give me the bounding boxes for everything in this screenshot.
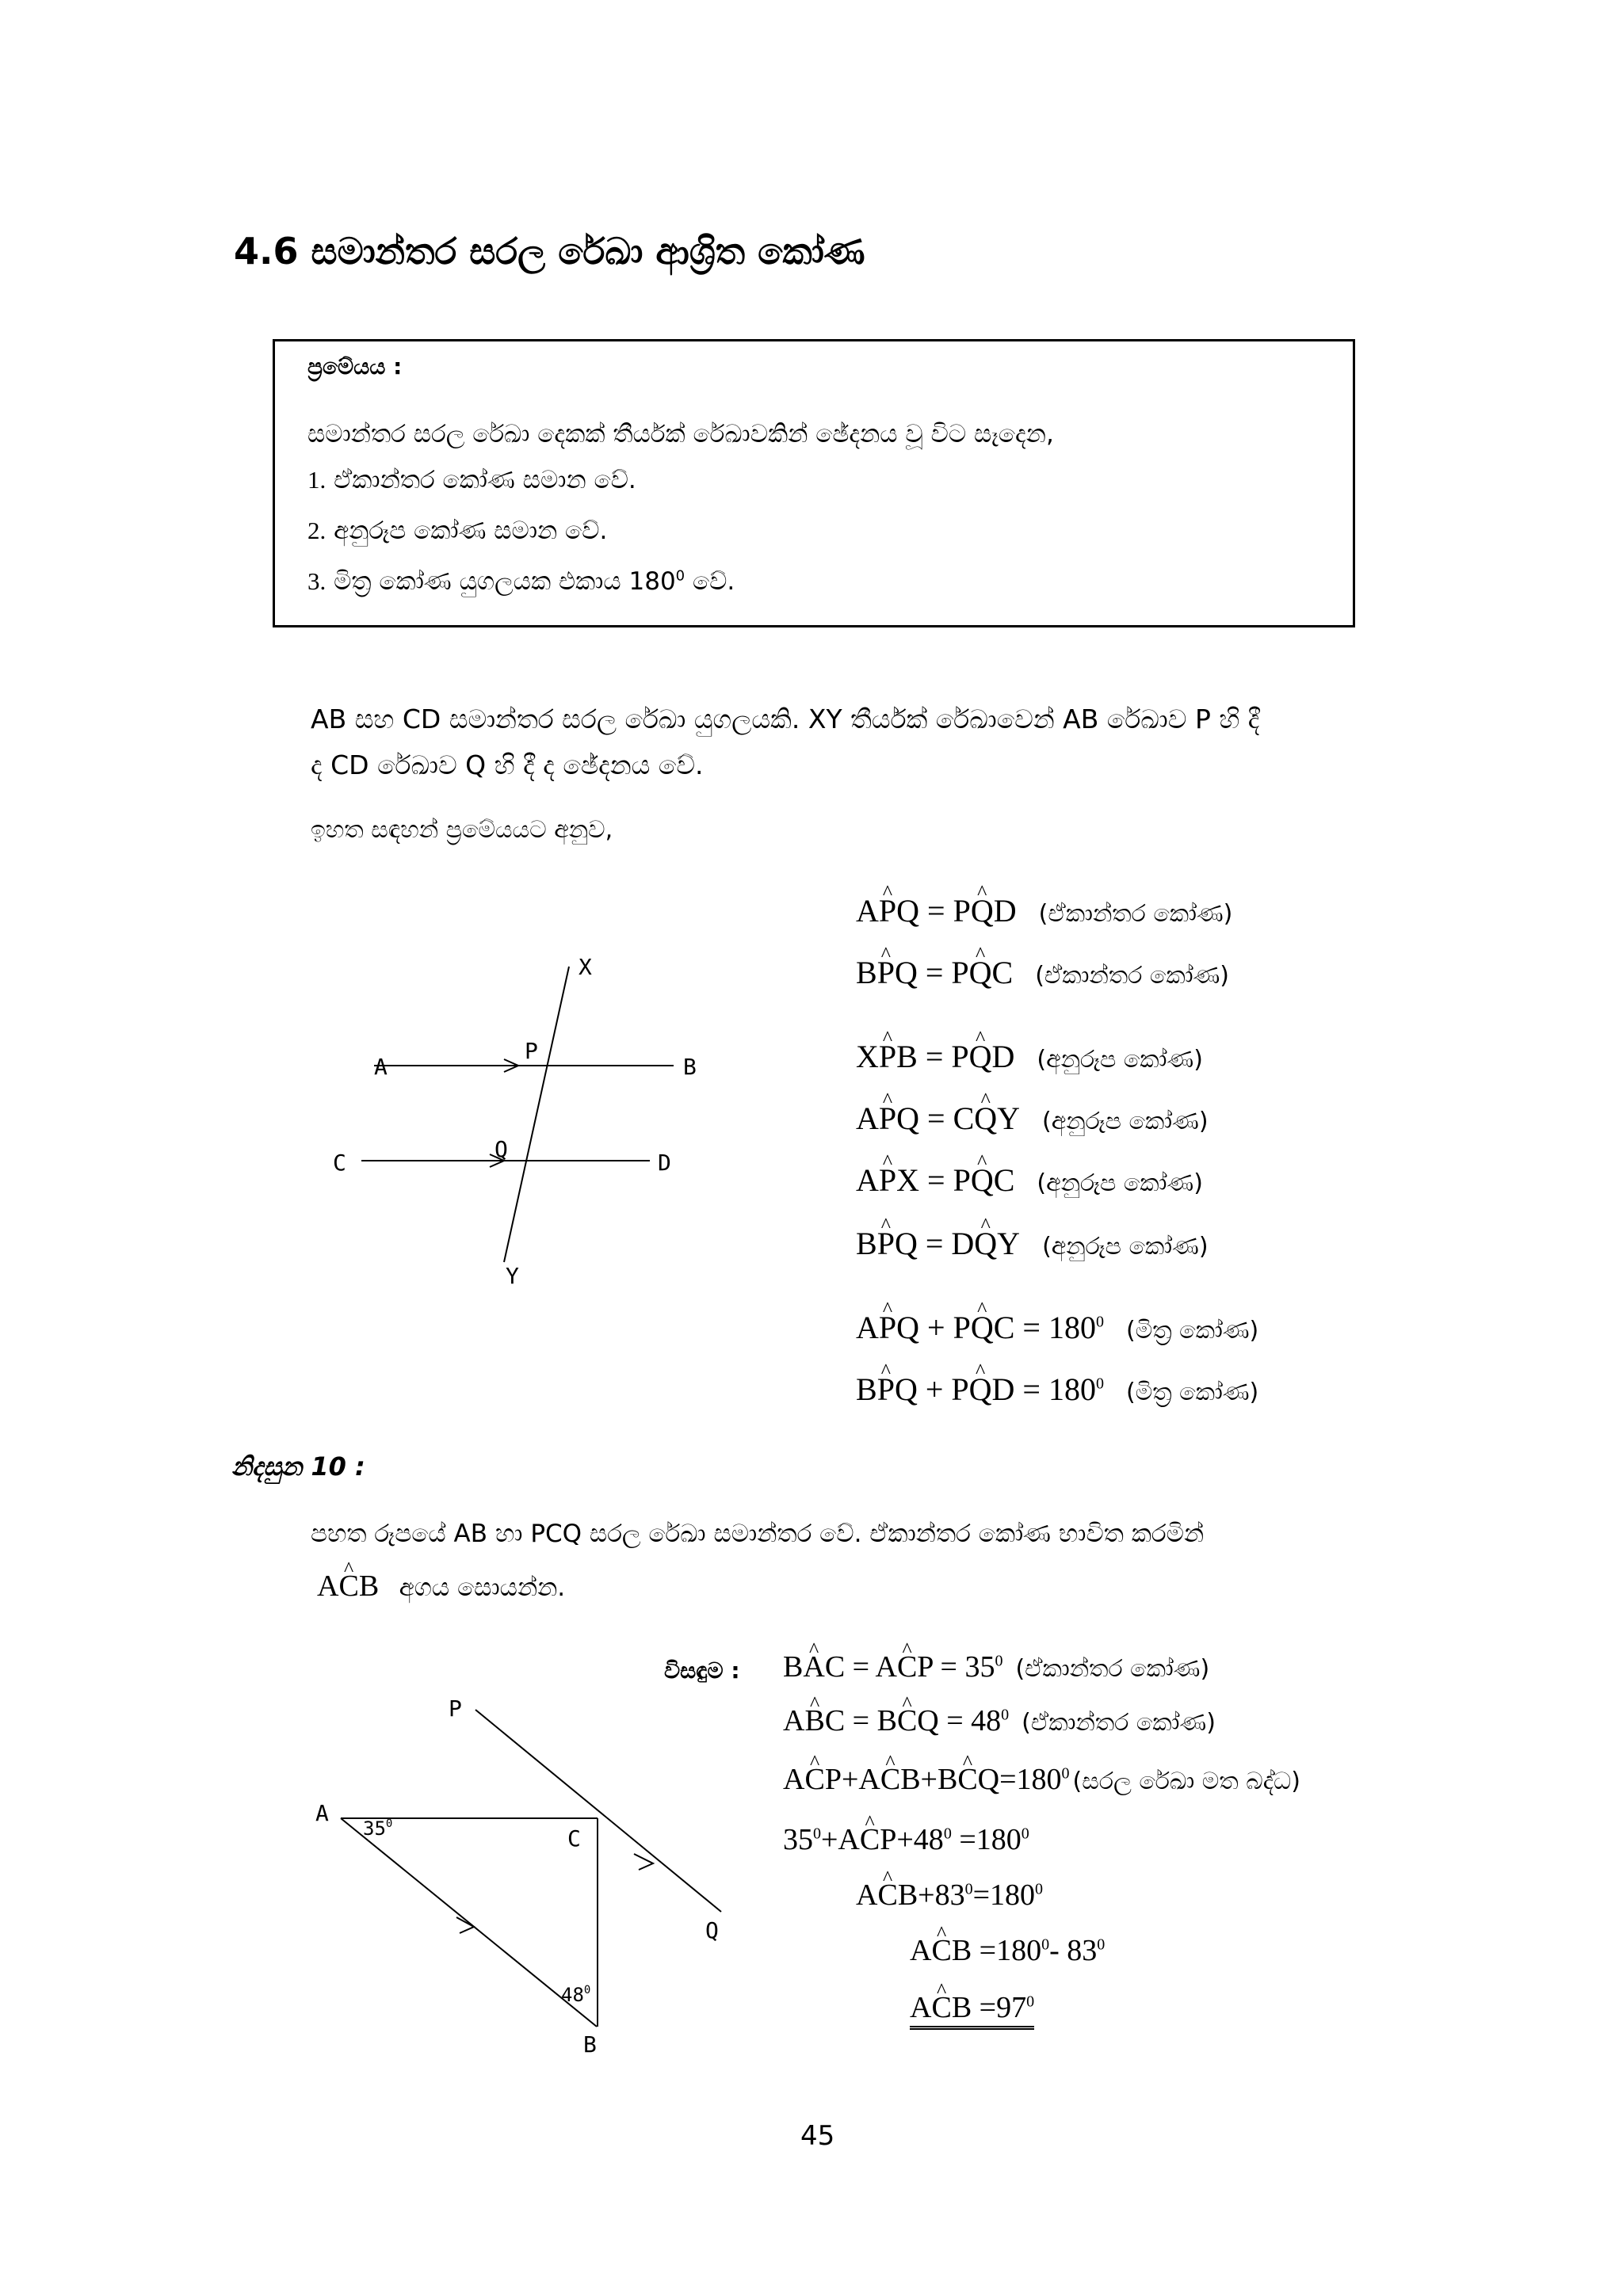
term: Q + P <box>894 1371 969 1407</box>
equation-row <box>856 1225 1209 1262</box>
term: Y <box>997 1226 1021 1261</box>
angle-vertex: P ^ <box>877 1225 895 1262</box>
angle-vertex: C ^ <box>338 1569 358 1604</box>
degree-superscript: 0 <box>1035 1880 1044 1898</box>
term: B+B <box>900 1763 958 1796</box>
term: B =180 <box>951 1934 1042 1967</box>
angle-vertex: C ^ <box>860 1822 880 1857</box>
term: Q = P <box>894 955 969 990</box>
degree-superscript: 0 <box>964 1880 973 1898</box>
theorem-item-2 <box>307 517 607 546</box>
cointerior-equation-row <box>856 1371 1258 1408</box>
reason: (අනුරූප කෝණ) <box>1042 1233 1209 1261</box>
label-p: P <box>449 1695 462 1722</box>
angle-vertex: Q ^ <box>971 892 994 929</box>
term: A <box>910 1934 932 1967</box>
term: B <box>783 1650 804 1684</box>
reason: (මිත්‍ර කෝණ) <box>1125 1317 1259 1344</box>
angle-acb <box>317 1569 379 1603</box>
term: Y <box>997 1100 1021 1136</box>
degree-superscript: 0 <box>1021 1825 1029 1843</box>
answer-underlined <box>910 1991 1034 2030</box>
angle-vertex: C ^ <box>931 1990 951 2025</box>
equation-row <box>856 954 1229 991</box>
solution-answer <box>910 1990 1034 2025</box>
angle-vertex: C ^ <box>957 1762 977 1797</box>
example-line-1: පහත රූපයේ AB හා PCQ සරල රේඛා සමාන්තර වේ. ඒකාන්තර කෝණ භාවිත කරමින් <box>311 1520 1205 1548</box>
arrow-pq <box>634 1854 653 1870</box>
term: A <box>910 1991 932 2024</box>
angle-vertex: Q ^ <box>971 1309 994 1346</box>
angle-vertex: P ^ <box>879 1161 896 1199</box>
description-line-1: AB සහ CD සමාන්තර සරල රේඛා යුගලයකි. XY තීර්යක් රේඛාවෙන් AB රේඛාව P හි දී <box>311 704 1260 734</box>
label-b: B <box>583 2031 597 2058</box>
angle-vertex: C ^ <box>931 1933 951 1968</box>
label-a: A <box>374 1054 388 1080</box>
theorem-intro: සමාන්තර සරල රේඛා දෙකක් තීර්යක් රේඛාවකින් ඡේදනය වූ විට සෑදෙන, <box>307 420 1054 448</box>
angle-vertex: P ^ <box>879 892 896 929</box>
solution-step-4 <box>783 1822 1029 1857</box>
angle-vertex: Q ^ <box>971 1161 994 1199</box>
solution-step-6 <box>910 1933 1105 1968</box>
label-x: X <box>579 954 592 980</box>
term: Q = 48 <box>917 1704 1002 1737</box>
section-title <box>234 230 865 274</box>
angle-vertex: C ^ <box>804 1762 824 1797</box>
angle-vertex: Q ^ <box>969 1371 992 1408</box>
angle-a-value: $35^0$ <box>363 1817 393 1840</box>
equation-row <box>856 1100 1209 1137</box>
equation-row <box>856 1161 1203 1199</box>
term: P = 35 <box>917 1650 995 1684</box>
label-b: B <box>683 1054 697 1080</box>
term: D <box>991 1039 1015 1074</box>
degree-superscript: 0 <box>1001 1706 1010 1724</box>
term: B <box>856 955 877 990</box>
label-a: A <box>315 1800 329 1826</box>
angle-letter: B <box>358 1569 380 1603</box>
equation-row <box>856 1038 1203 1075</box>
triangle-diagram <box>309 1688 753 2060</box>
angle-vertex: P ^ <box>879 1038 896 1075</box>
degree-superscript: 0 <box>1097 1936 1106 1954</box>
term: B = P <box>896 1039 969 1074</box>
example-line-2 <box>317 1569 565 1604</box>
term: Q + P <box>896 1310 971 1345</box>
term: B <box>856 1371 877 1407</box>
term: - 83 <box>1049 1934 1098 1967</box>
description-line-3: ඉහත සඳහන් ප්‍රමේයයට අනුව, <box>311 816 613 844</box>
term: B =97 <box>951 1991 1027 2024</box>
theorem-item-number: 1. <box>307 466 327 494</box>
term: C = B <box>824 1704 897 1737</box>
equation-row <box>856 892 1232 929</box>
degree-superscript: 0 <box>1095 1375 1104 1393</box>
angle-vertex: B ^ <box>804 1703 824 1738</box>
term: A <box>783 1763 805 1796</box>
theorem-item-3 <box>307 567 735 597</box>
example-label: නිදසුන 10 : <box>231 1451 365 1482</box>
term: X = P <box>896 1162 971 1198</box>
angle-vertex: Q ^ <box>969 954 992 991</box>
term: A <box>856 1310 879 1345</box>
term: P+48 <box>880 1823 944 1856</box>
page-number: 45 <box>800 2120 835 2152</box>
theorem-item-text: අනුරූප කෝණ සමාන වේ. <box>334 517 608 545</box>
term: =180 <box>951 1823 1022 1856</box>
degree-superscript: 0 <box>675 567 685 585</box>
transversal-xy <box>504 967 569 1262</box>
term: D <box>993 893 1017 929</box>
angle-vertex: P ^ <box>877 954 895 991</box>
term: A <box>856 893 879 929</box>
angle-vertex: Q ^ <box>974 1100 997 1137</box>
label-q: Q <box>495 1136 508 1162</box>
angle-vertex: C ^ <box>897 1703 917 1738</box>
angle-vertex: P ^ <box>879 1309 896 1346</box>
reason: (අනුරූප කෝණ) <box>1037 1169 1203 1197</box>
angle-vertex: Q ^ <box>974 1225 997 1262</box>
term: B <box>856 1226 877 1261</box>
section-number: 4.6 <box>234 230 299 273</box>
term: C = A <box>824 1650 897 1684</box>
angle-vertex: A ^ <box>803 1650 824 1684</box>
theorem-item-text: මිත්‍ර කෝණ යුගලයක එකාය 180 <box>334 567 676 596</box>
cointerior-equation-row <box>856 1309 1258 1346</box>
theorem-heading: ප්‍රමේයය : <box>307 353 403 379</box>
label-d: D <box>658 1150 671 1176</box>
description-line-2: ද CD රේඛාව Q හි දී ද ඡේදනය වේ. <box>311 749 704 780</box>
angle-vertex: Q ^ <box>969 1038 992 1075</box>
term: C <box>991 955 1014 990</box>
term: A <box>856 1100 879 1136</box>
term: +A <box>821 1823 860 1856</box>
term: A <box>856 1162 879 1198</box>
solution-label: විසඳුම : <box>664 1657 740 1684</box>
term: =180 <box>972 1878 1036 1912</box>
term: Q = D <box>894 1226 975 1261</box>
angle-letter: A <box>317 1569 339 1603</box>
term: A <box>856 1878 878 1912</box>
term: A <box>783 1704 805 1737</box>
term: Q = C <box>896 1100 975 1136</box>
reason: (අනුරූප කෝණ) <box>1037 1046 1203 1074</box>
term: B+83 <box>897 1878 965 1912</box>
term: C = 180 <box>993 1310 1096 1345</box>
theorem-item-number: 3. <box>307 567 327 595</box>
reason: (ඒකාන්තර කෝණ) <box>1038 900 1233 928</box>
angle-vertex: C ^ <box>880 1762 900 1797</box>
section-title-text: සමාන්තර සරල රේඛා ආශ්‍රිත කෝණ <box>311 230 865 273</box>
label-p: P <box>525 1038 538 1064</box>
angle-vertex: C ^ <box>897 1650 917 1684</box>
solution-step-2 <box>783 1703 1216 1738</box>
reason: (අනුරූප කෝණ) <box>1042 1108 1209 1135</box>
term: X <box>856 1039 879 1074</box>
reason: (ඒකාන්තර කෝණ) <box>1035 962 1229 990</box>
theorem-item-number: 2. <box>307 517 327 544</box>
label-q: Q <box>705 1917 719 1943</box>
solution-step-5 <box>856 1878 1043 1913</box>
term: 35 <box>783 1823 813 1856</box>
reason: (ඒකාන්තර කෝණ) <box>1015 1655 1210 1683</box>
solution-step-1 <box>783 1650 1209 1684</box>
angle-vertex: C ^ <box>877 1878 897 1913</box>
reason: (මිත්‍ර කෝණ) <box>1125 1379 1259 1406</box>
label-c: C <box>333 1150 346 1176</box>
degree-superscript: 0 <box>1041 1936 1050 1954</box>
label-y: Y <box>506 1263 519 1289</box>
reason: (ඒකාන්තර කෝණ) <box>1022 1709 1216 1737</box>
term: D = 180 <box>991 1371 1096 1407</box>
example-line-2-text: අගය සොයන්න. <box>399 1573 566 1602</box>
label-c: C <box>567 1825 581 1852</box>
term: C <box>993 1162 1015 1198</box>
term: P+A <box>824 1763 880 1796</box>
term: Q = P <box>896 893 971 929</box>
solution-step-3 <box>783 1762 1300 1797</box>
theorem-item-1 <box>307 466 636 495</box>
degree-superscript: 0 <box>1095 1313 1104 1331</box>
line-ab <box>341 1818 597 2027</box>
degree-superscript: 0 <box>943 1825 952 1843</box>
term: Q=180 <box>977 1763 1062 1796</box>
parallel-lines-diagram <box>317 943 761 1291</box>
theorem-item-text: ඒකාන්තර කෝණ සමාන වේ. <box>334 466 636 494</box>
degree-superscript: 0 <box>1026 1993 1035 2011</box>
degree-superscript: 0 <box>1061 1764 1070 1783</box>
angle-vertex: P ^ <box>879 1100 896 1137</box>
degree-superscript: 0 <box>813 1825 821 1843</box>
angle-vertex: P ^ <box>877 1371 895 1408</box>
angle-b-value: $48^0$ <box>561 1984 591 2006</box>
reason: (සරල රේඛා මත බද්ධ) <box>1072 1768 1300 1795</box>
theorem-item-text-end: වේ. <box>685 567 735 596</box>
degree-superscript: 0 <box>995 1652 1003 1670</box>
